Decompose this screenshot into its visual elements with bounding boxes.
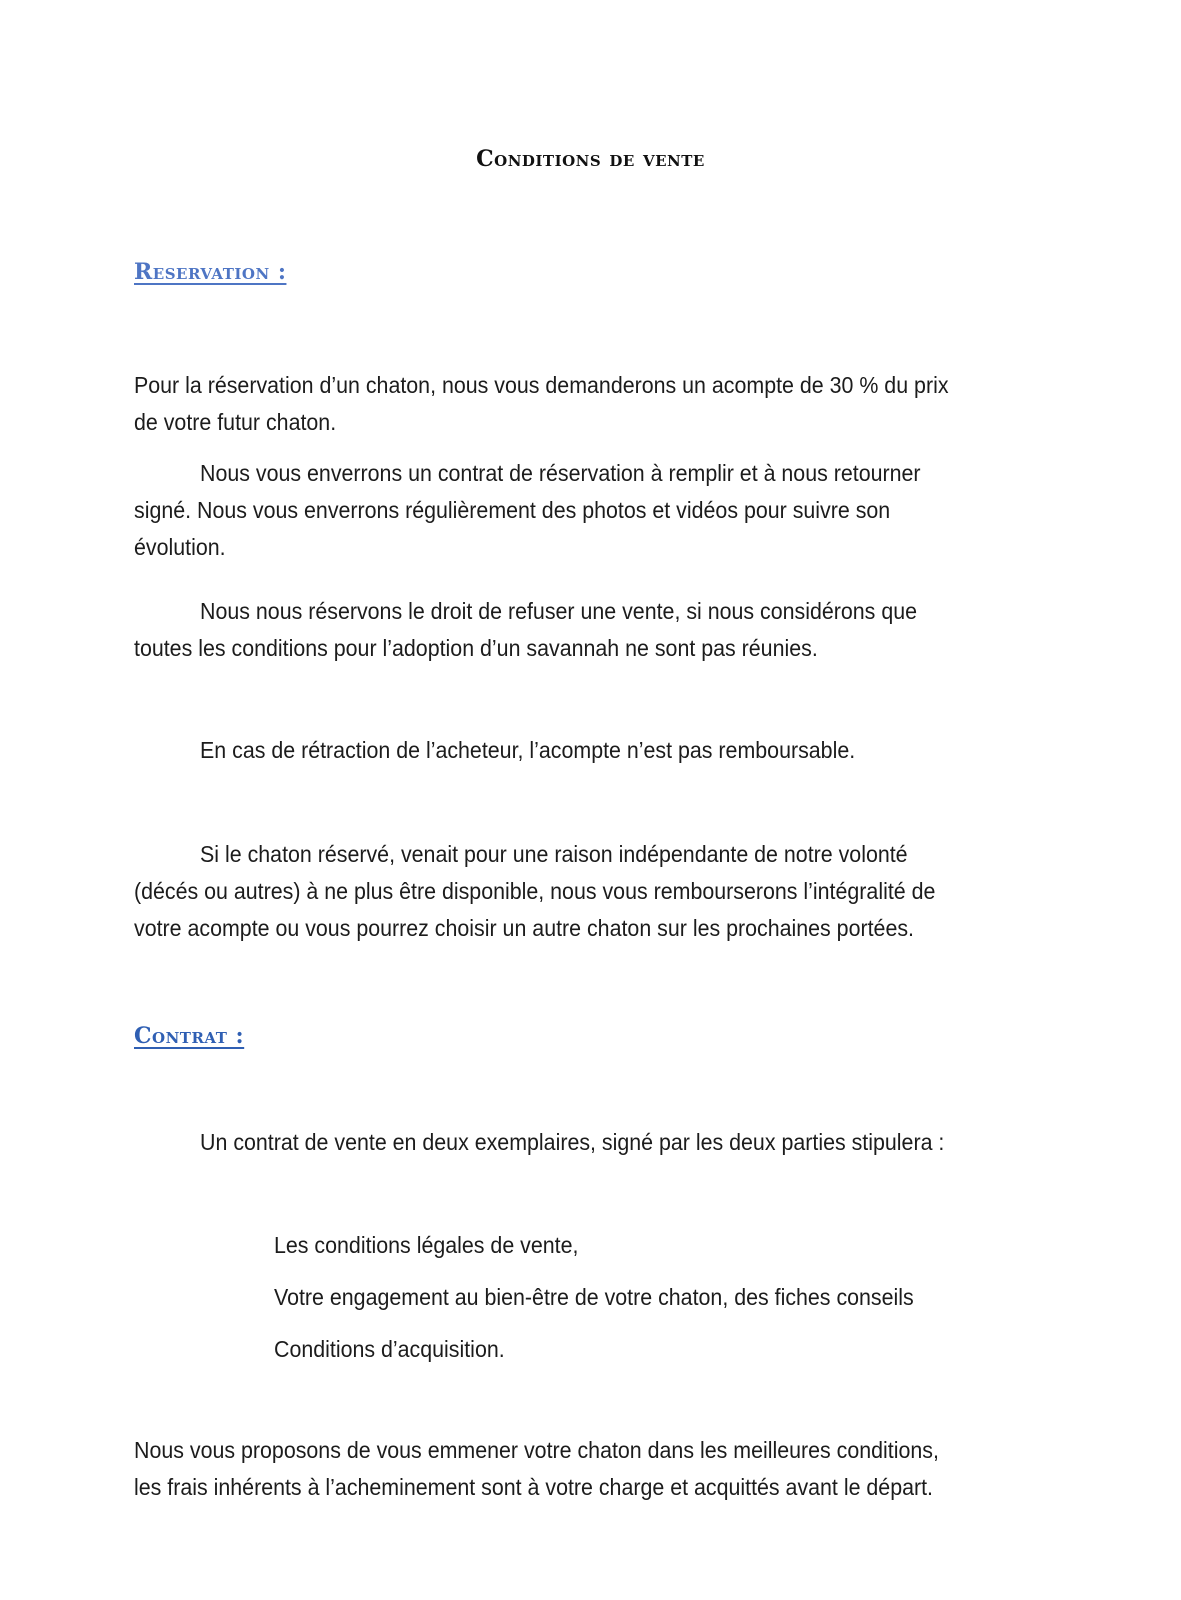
reservation-paragraph-deposit: Pour la réservation d’un chaton, nous vous demanderons un acompte de 30 % du prix de votre futur chaton.: [134, 372, 949, 435]
section-heading-contrat: Contrat :: [134, 1023, 245, 1049]
contrat-conditions-list: [274, 1227, 914, 1383]
list-item: Les conditions légales de vente,: [274, 1232, 579, 1258]
list-item: Votre engagement au bien-être de votre chaton, des fiches conseils: [274, 1284, 914, 1310]
reservation-paragraph-refund: Si le chaton réservé, venait pour une raison indépendante de notre volonté (décés ou autres) à ne plus être disponible, nous vous rembourserons l’intégralité de votre acompte ou vous pourrez choisir un autre chaton sur les prochaines portées.: [134, 841, 936, 941]
reservation-paragraph-contract: Nous vous enverrons un contrat de réservation à remplir et à nous retourner signé. Nous vous enverrons régulièrement des photos et vidéos pour suivre son évolution.: [134, 460, 921, 560]
section-heading-reservation: Reservation :: [134, 259, 287, 285]
reservation-paragraph-retraction: En cas de rétraction de l’acheteur, l’acompte n’est pas remboursable.: [200, 737, 856, 763]
reservation-paragraph-refusal: Nous nous réservons le droit de refuser une vente, si nous considérons que toutes les conditions pour l’adoption d’un savannah ne sont pas réunies.: [134, 598, 918, 661]
document-title: Conditions de vente: [476, 146, 705, 172]
contrat-closing-paragraph: Nous vous proposons de vous emmener votre chaton dans les meilleures conditions, les frais inhérents à l’acheminement sont à votre charge et acquittés avant le départ.: [134, 1437, 939, 1500]
contrat-intro: Un contrat de vente en deux exemplaires, signé par les deux parties stipulera :: [200, 1129, 945, 1155]
list-item: Conditions d’acquisition.: [274, 1336, 505, 1362]
